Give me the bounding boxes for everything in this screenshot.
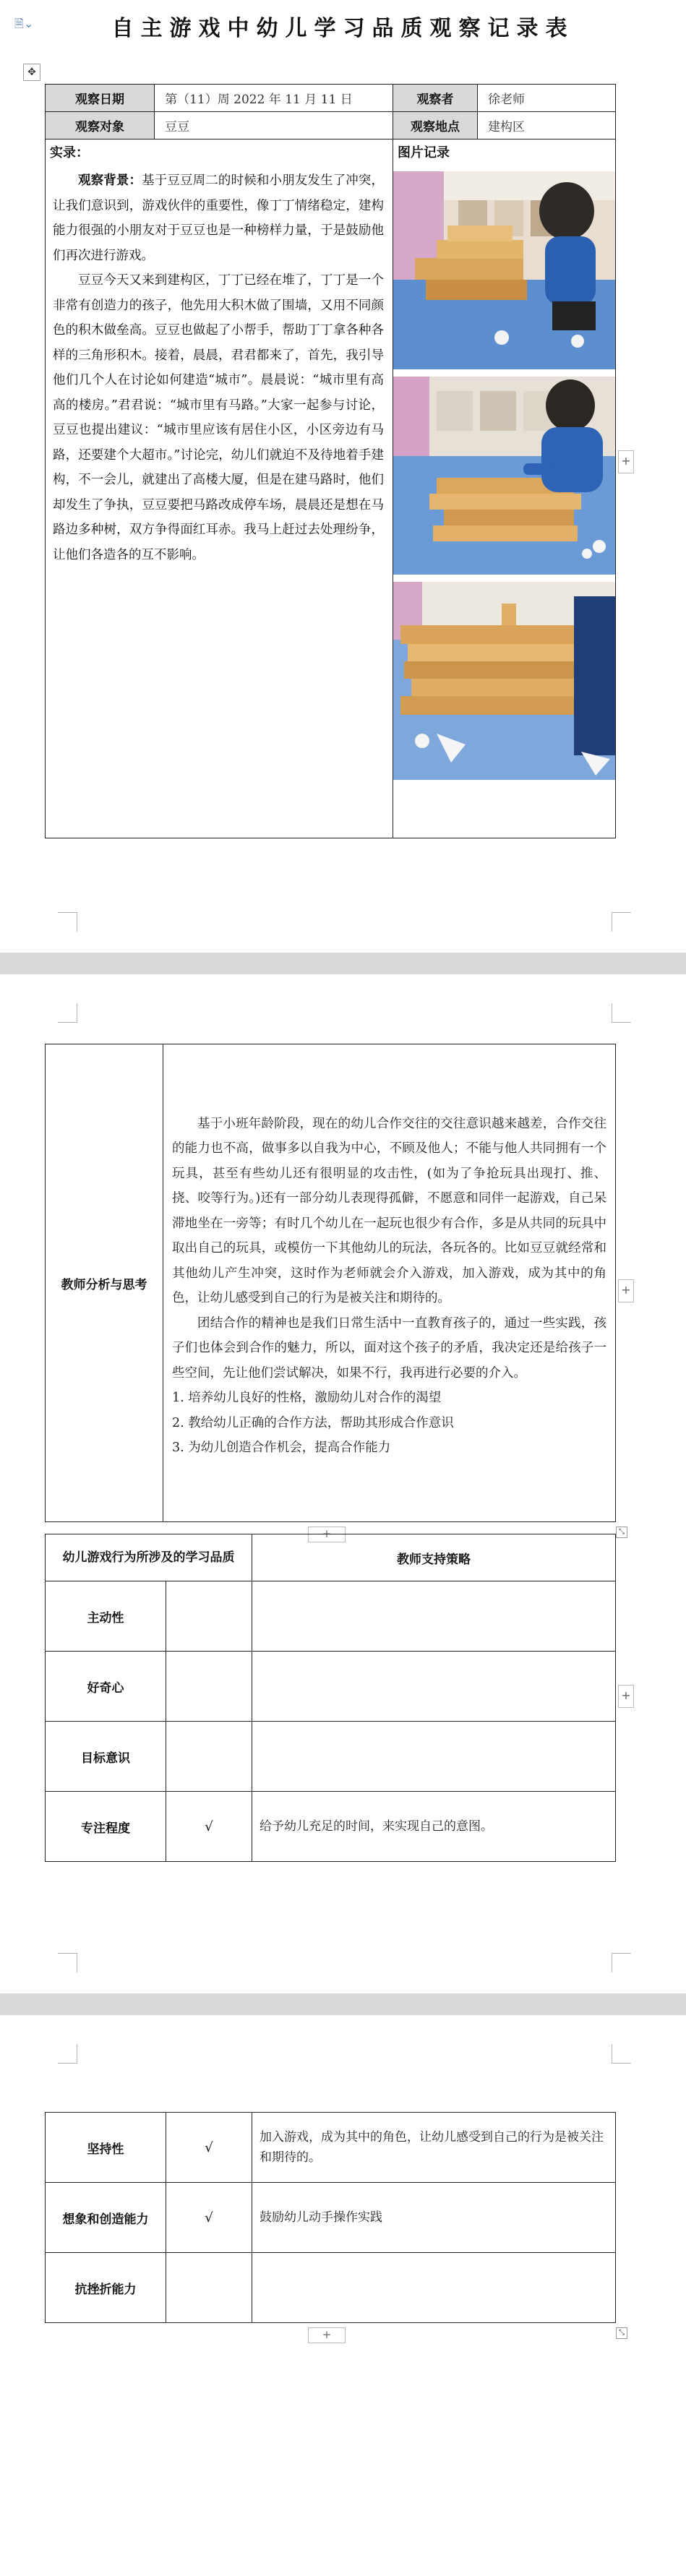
- quality-check-cell[interactable]: √: [166, 2113, 252, 2183]
- background-paragraph: [53, 168, 384, 268]
- record-story: [46, 164, 393, 567]
- quality-check-cell[interactable]: [166, 1581, 252, 1652]
- page-gap: [0, 953, 686, 974]
- location-label: 观察地点: [393, 112, 477, 139]
- analysis-content[interactable]: [163, 1044, 616, 1522]
- table-row: [46, 1792, 616, 1862]
- table-row: [46, 2183, 616, 2253]
- document-page-1: [0, 0, 686, 953]
- record-text-cell[interactable]: [46, 139, 393, 838]
- quality-label: 目标意识: [46, 1722, 166, 1792]
- margin-corner-mark: [58, 1003, 77, 1023]
- photo-1[interactable]: [393, 171, 615, 369]
- margin-corner-mark: [612, 2044, 631, 2064]
- quality-check-cell[interactable]: [166, 1652, 252, 1722]
- photo-section-label: 图片记录: [397, 145, 450, 160]
- quality-strategy-cell[interactable]: [252, 1722, 616, 1792]
- date-value[interactable]: 第（11）周 2022 年 11 月 11 日: [155, 85, 393, 112]
- quality-label: 好奇心: [46, 1652, 166, 1722]
- document-page-3: [0, 2015, 686, 2576]
- observer-label: 观察者: [393, 85, 477, 112]
- photo-cell[interactable]: [393, 139, 615, 838]
- quality-check-cell[interactable]: [166, 2253, 252, 2323]
- margin-corner-mark: [58, 2044, 77, 2064]
- photo-2[interactable]: [393, 377, 615, 575]
- document-title: 自主游戏中幼儿学习品质观察记录表: [111, 16, 575, 41]
- table-row: [46, 2253, 616, 2323]
- table-row: [46, 1652, 616, 1722]
- margin-corner-mark: [58, 1953, 77, 1972]
- document-icon[interactable]: 🗎⌄: [14, 17, 34, 30]
- quality-header-strategy: 教师支持策略: [252, 1534, 616, 1581]
- observer-value[interactable]: 徐老师: [478, 85, 616, 112]
- analysis-table: [45, 1044, 616, 1522]
- date-label: 观察日期: [46, 85, 155, 112]
- quality-label: 专注程度: [46, 1792, 166, 1862]
- add-column-button[interactable]: +: [618, 1685, 634, 1708]
- table-row: [46, 1581, 616, 1652]
- analysis-item-3: 3. 为幼儿创造合作机会，提高合作能力: [172, 1441, 391, 1455]
- quality-table: [45, 1534, 616, 1862]
- quality-label: 抗挫折能力: [46, 2253, 166, 2323]
- background-title: 观察背景：: [78, 173, 142, 188]
- quality-strategy-cell[interactable]: 给予幼儿充足的时间，来实现自己的意图。: [252, 1792, 616, 1862]
- table-resize-icon[interactable]: ⤡: [616, 2327, 627, 2339]
- subject-label: 观察对象: [46, 112, 155, 139]
- document-page-2: [0, 974, 686, 1993]
- table-row: [46, 1722, 616, 1792]
- narrative-paragraph: 豆豆今天又来到建构区，丁丁已经在堆了，丁丁是一个非常有创造力的孩子，他先用大积木做了围墙，又用不同颜色的积木做垒高。豆豆也做起了小帮手，帮助丁丁拿各种各样的三角形积木。接着，晨晨，君君都来了，首先，我引导他们几个人在讨论如何建造“城市”。晨晨说：“城市里有高高的楼房。”君君说：“城市里有马路。”大家一起参与讨论，豆豆也提出建议：“城市里应该有居住小区，小区旁边有马路，还要建个大超市。”讨论完，幼儿们就迫不及待地着手建构，不一会儿，就建出了高楼大厦，但是在建马路时，他们却发生了争执，豆豆要把马路改成停车场，晨晨还是想在马路边多种树，双方争得面红耳赤。我马上赶过去处理纷争，让他们各造各的互不影响。: [53, 273, 384, 562]
- add-column-button[interactable]: +: [618, 1279, 634, 1302]
- analysis-paragraph-2: 团结合作的精神也是我们日常生活中一直教育孩子的，通过一些实践，孩子们也体会到合作的魅力，所以，面对这个孩子的矛盾，我决定还是给孩子一些空间，先让他们尝试解决，如果不行，我再进行必要的介入。: [172, 1315, 606, 1381]
- table-resize-icon[interactable]: ⤡: [616, 1527, 627, 1538]
- margin-corner-mark: [58, 912, 77, 932]
- background-text: 基于豆豆周二的时候和小朋友发生了冲突，让我们意识到，游戏伙伴的重要性，像丁丁情绪稳定，建构能力很强的小朋友对于豆豆也是一种榜样力量，于是鼓励他们再次进行游戏。: [53, 173, 384, 263]
- quality-strategy-cell[interactable]: [252, 1652, 616, 1722]
- photo-3[interactable]: [393, 582, 615, 780]
- quality-check-cell[interactable]: √: [166, 2183, 252, 2253]
- margin-corner-mark: [612, 1003, 631, 1023]
- quality-label: 主动性: [46, 1581, 166, 1652]
- analysis-paragraph-1: 基于小班年龄阶段，现在的幼儿合作交往的交往意识越来越差，合作交往的能力也不高，做事多以自我为中心，不顾及他人；不能与他人共同拥有一个玩具，甚至有些幼儿还有很明显的攻击性，(如为了争抢玩具出现打、推、挠、咬等行为。)还有一部分幼儿表现得孤僻，不愿意和同伴一起游戏，自己呆滞地坐在一旁等；有时几个幼儿在一起玩也很少有合作，多是从共同的玩具中取出自己的玩具，或模仿一下其他幼儿的玩法，各玩各的。比如豆豆就经常和其他幼儿产生冲突，这时作为老师就会介入游戏，加入游戏，成为其中的角色，让幼儿感受到自己的行为是被关注和期待的。: [172, 1116, 606, 1305]
- record-section-label: 实录：: [50, 145, 89, 160]
- quality-header-behavior: 幼儿游戏行为所涉及的学习品质: [46, 1534, 252, 1581]
- quality-label: 坚持性: [46, 2113, 166, 2183]
- margin-corner-mark: [612, 912, 631, 932]
- quality-check-cell[interactable]: [166, 1722, 252, 1792]
- table-row: [46, 2113, 616, 2183]
- margin-corner-mark: [612, 1953, 631, 1972]
- location-value[interactable]: 建构区: [478, 112, 616, 139]
- observation-table: [45, 84, 616, 838]
- quality-check-cell[interactable]: √: [166, 1792, 252, 1862]
- analysis-item-2: 2. 教给幼儿正确的合作方法，帮助其形成合作意识: [172, 1415, 454, 1430]
- quality-label: 想象和创造能力: [46, 2183, 166, 2253]
- subject-value[interactable]: 豆豆: [155, 112, 393, 139]
- page-gap: [0, 1993, 686, 2015]
- add-row-button[interactable]: +: [308, 2327, 346, 2343]
- quality-strategy-cell[interactable]: [252, 2253, 616, 2323]
- quality-strategy-cell[interactable]: [252, 1581, 616, 1652]
- analysis-item-1: 1. 培养幼儿良好的性格，激励幼儿对合作的渴望: [172, 1391, 442, 1405]
- add-column-button[interactable]: +: [618, 450, 634, 473]
- add-row-button[interactable]: +: [308, 1527, 346, 1542]
- quality-table-continued: [45, 2112, 616, 2323]
- analysis-label: 教师分析与思考: [46, 1044, 163, 1522]
- quality-strategy-cell[interactable]: 加入游戏，成为其中的角色，让幼儿感受到自己的行为是被关注和期待的。: [252, 2113, 616, 2183]
- quality-strategy-cell[interactable]: 鼓励幼儿动手操作实践: [252, 2183, 616, 2253]
- table-move-handle-icon[interactable]: ✥: [23, 64, 40, 81]
